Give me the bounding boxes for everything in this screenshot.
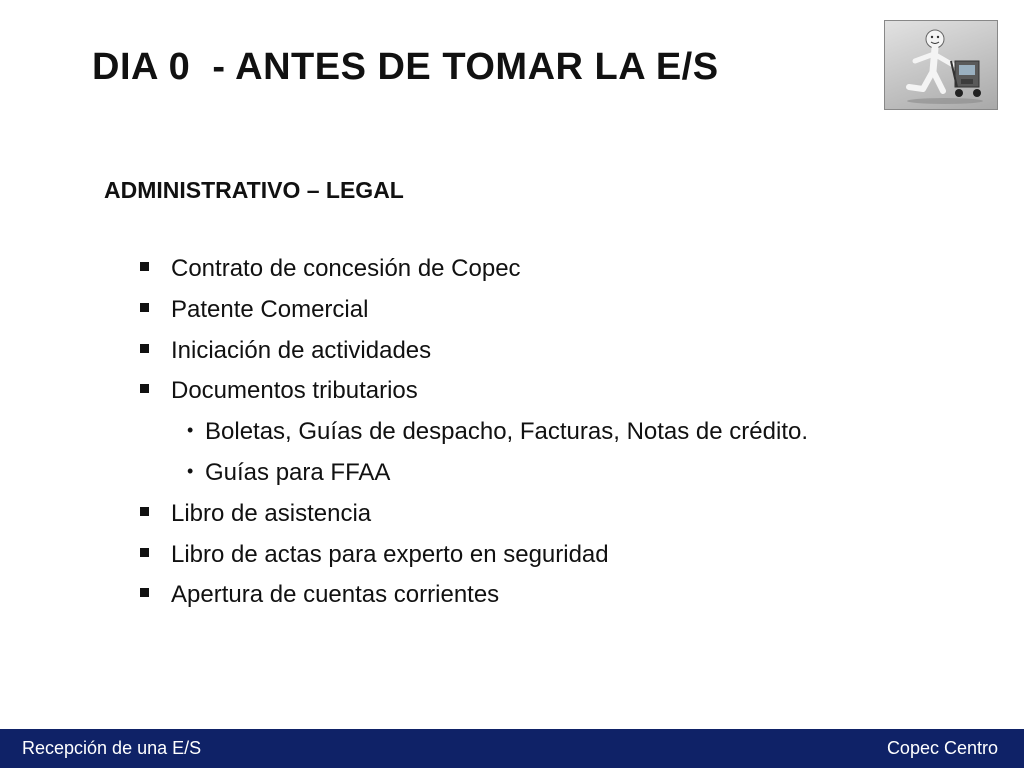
footer-left-text: Recepción de una E/S <box>22 738 202 758</box>
list-item <box>140 335 808 376</box>
list-item-text: Libro de actas para experto en seguridad <box>171 540 609 568</box>
bullet-list <box>140 253 808 620</box>
sub-list-item <box>140 416 808 457</box>
list-item-text: Patente Comercial <box>171 295 369 323</box>
footer-right-text: Copec Centro <box>886 738 998 758</box>
round-bullet-icon: • <box>187 420 194 441</box>
square-bullet-icon <box>140 344 149 353</box>
square-bullet-icon <box>140 588 149 597</box>
sub-list-item-text: Guías para FFAA <box>205 458 391 486</box>
list-item-text: Apertura de cuentas corrientes <box>171 581 500 609</box>
footer-bar <box>0 729 1024 768</box>
square-bullet-icon <box>140 507 149 516</box>
list-item-text: Documentos tributarios <box>171 377 418 405</box>
round-bullet-icon: • <box>187 460 194 481</box>
list-item <box>140 375 808 416</box>
section-heading: ADMINISTRATIVO – LEGAL <box>104 177 404 203</box>
slide-title: DIA 0 - ANTES DE TOMAR LA E/S <box>92 46 719 88</box>
list-item <box>140 579 808 620</box>
list-item <box>140 294 808 335</box>
sub-list-item <box>140 457 808 498</box>
square-bullet-icon <box>140 303 149 312</box>
list-item <box>140 498 808 539</box>
sub-list-item-text: Boletas, Guías de despacho, Facturas, Notas de crédito. <box>205 418 808 446</box>
list-item <box>140 539 808 580</box>
list-item-text: Iniciación de actividades <box>171 336 432 364</box>
square-bullet-icon <box>140 548 149 557</box>
square-bullet-icon <box>140 262 149 271</box>
list-item <box>140 253 808 294</box>
list-item-text: Libro de asistencia <box>171 499 372 527</box>
list-item-text: Contrato de concesión de Copec <box>171 255 521 282</box>
square-bullet-icon <box>140 384 149 393</box>
figure-pushing-cart-image <box>884 20 998 110</box>
